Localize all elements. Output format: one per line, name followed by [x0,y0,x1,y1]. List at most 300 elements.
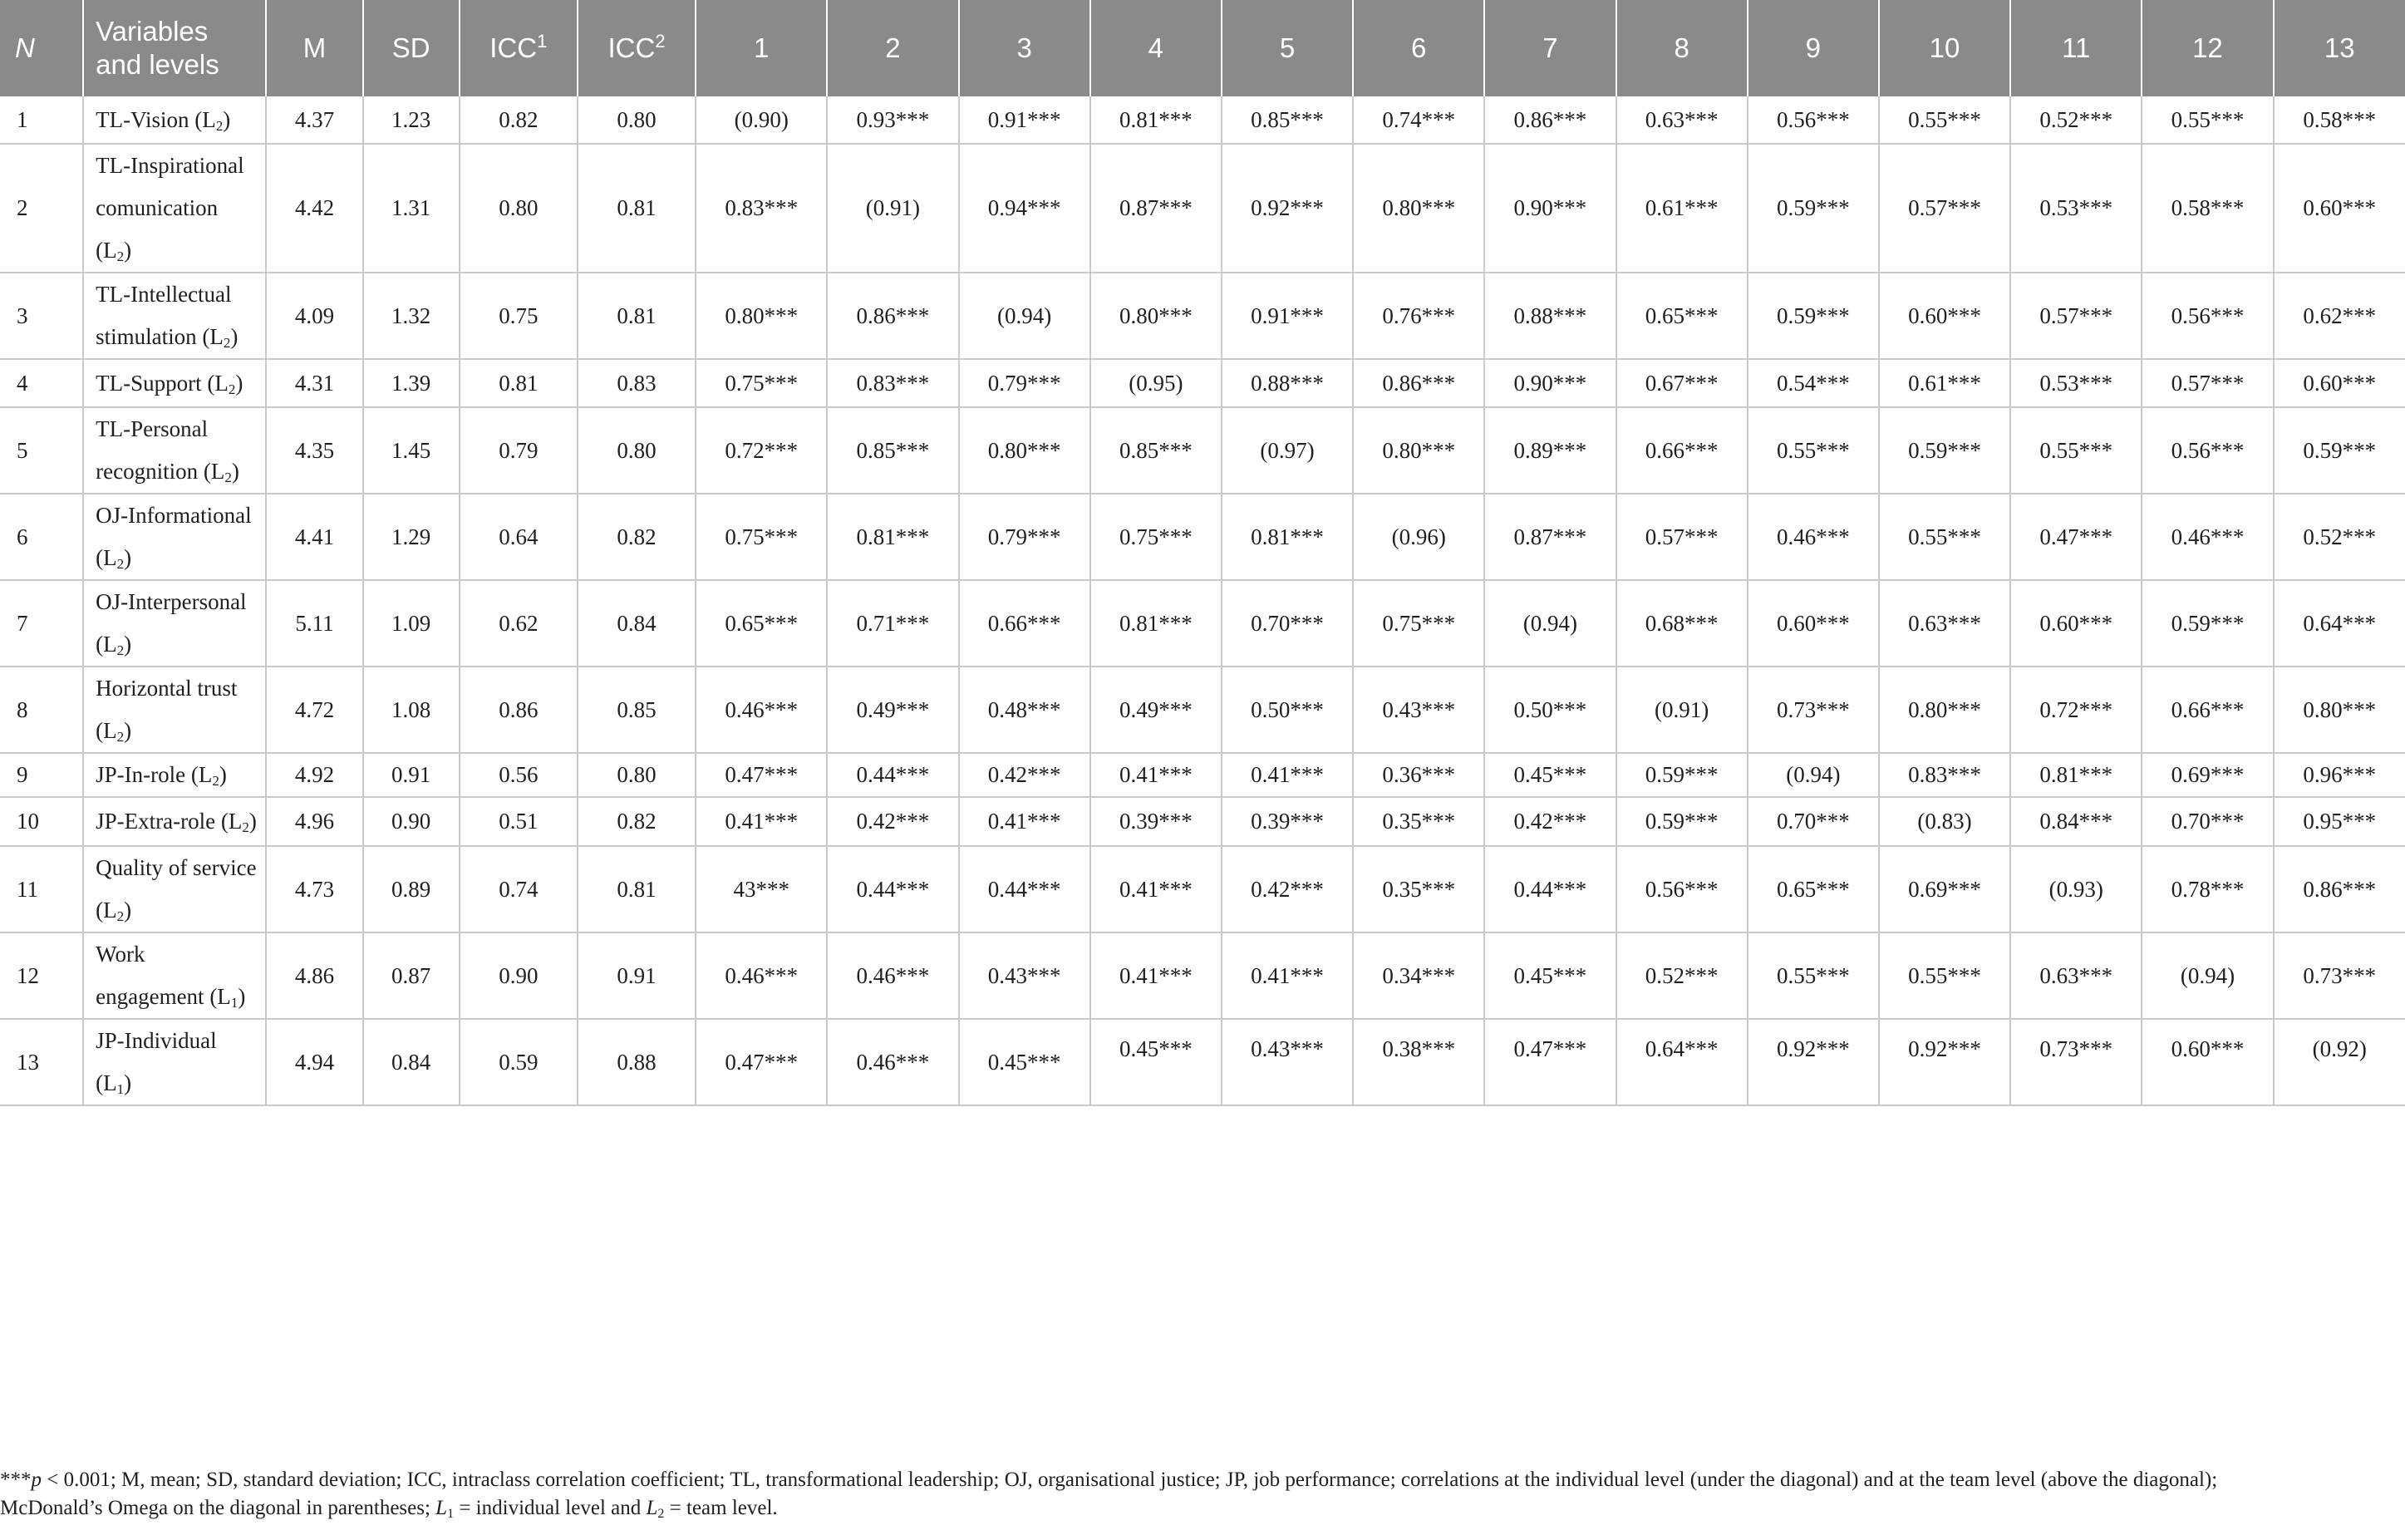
correlation-cell: 0.47*** [1484,1019,1616,1105]
correlation-cell: 0.83*** [696,144,827,273]
correlation-cell: 0.78*** [2142,846,2273,932]
header-variables: Variables and levels [83,0,266,96]
level-subscript: 2 [116,908,125,924]
correlation-cell: 0.81*** [1090,96,1222,144]
correlation-cell: 0.41*** [1222,753,1353,797]
correlation-cell: 0.42*** [1484,797,1616,846]
correlation-cell: 0.55*** [1748,407,1879,494]
correlation-cell: 0.55*** [2142,96,2273,144]
correlation-cell: 0.42*** [959,753,1090,797]
correlation-cell: 0.70*** [1222,580,1353,667]
correlation-cell: 0.95*** [2274,797,2405,846]
correlation-cell: 0.72*** [696,407,827,494]
row-number-cell: 4 [0,359,83,407]
correlation-cell: 0.57*** [2010,273,2142,359]
correlation-cell: 43*** [696,846,827,932]
table-row [0,932,2405,1019]
correlation-cell: 0.46*** [827,932,958,1019]
variable-name-cell [83,846,266,932]
table-row [0,273,2405,359]
header-col-3: 3 [959,0,1090,96]
correlation-cell: 0.63*** [1616,96,1748,144]
row-number-cell: 5 [0,407,83,494]
icc1-cell: 0.86 [460,667,578,753]
correlation-cell: 0.85*** [1090,407,1222,494]
header-col-11: 11 [2010,0,2142,96]
correlation-cell: 0.59*** [1616,797,1748,846]
icc1-cell: 0.56 [460,753,578,797]
variable-name-cell [83,494,266,580]
level-subscript: 2 [116,642,125,658]
correlation-cell: 0.87*** [1484,494,1616,580]
correlation-cell: 0.61*** [1616,144,1748,273]
correlation-cell: 0.91*** [1222,273,1353,359]
icc1-cell: 0.90 [460,932,578,1019]
mean-cell: 4.35 [266,407,362,494]
variable-name-cell [83,1019,266,1105]
table-row [0,580,2405,667]
correlation-cell: (0.96) [1353,494,1484,580]
table-row [0,797,2405,846]
table-row [0,96,2405,144]
variable-label: Quality of service (L [96,855,257,923]
variable-label: TL-Inspirational comunication (L [96,153,244,263]
header-icc2: ICC$^2$ [578,0,696,96]
variable-label-close: ) [235,370,243,396]
correlation-cell: 0.80*** [1353,407,1484,494]
correlation-cell: 0.59*** [1616,753,1748,797]
icc2-cell: 0.81 [578,273,696,359]
variable-label: Work engagement (L [96,942,231,1009]
correlation-cell: 0.39*** [1222,797,1353,846]
correlation-cell: 0.47*** [696,1019,827,1105]
correlation-cell: 0.86*** [1484,96,1616,144]
level-subscript: 2 [116,556,125,572]
correlation-cell: 0.44*** [1484,846,1616,932]
correlation-cell: 0.80*** [1353,144,1484,273]
correlation-cell: 0.59*** [1748,144,1879,273]
correlation-cell: 0.83*** [827,359,958,407]
correlation-cell: 0.43*** [1353,667,1484,753]
correlation-cell: 0.44*** [827,846,958,932]
correlation-cell: (0.94) [1748,753,1879,797]
level-subscript: 1 [230,995,239,1011]
icc2-cell: 0.82 [578,797,696,846]
correlation-cell: 0.47*** [696,753,827,797]
correlation-cell: 0.53*** [2010,144,2142,273]
correlation-cell: 0.45*** [1484,753,1616,797]
mean-cell: 4.37 [266,96,362,144]
sd-cell: 1.39 [363,359,460,407]
correlation-cell: 0.70*** [2142,797,2273,846]
variable-name-cell [83,407,266,494]
header-col-5: 5 [1222,0,1353,96]
variable-label: TL-Support (L [96,370,229,396]
icc1-cell: 0.79 [460,407,578,494]
correlation-cell: 0.72*** [2010,667,2142,753]
footnote-line-1: ***p < 0.001; M, mean; SD, standard deviation; ICC, intraclass correlation coefficient; TL, transformational leadership; OJ, organisational justice; JP, job performance; correlations at the individual level (under the diagonal) and at the team level (above the diagonal); [0,1469,2218,1491]
variable-label-close: ) [248,809,257,834]
correlation-cell: 0.55*** [1748,932,1879,1019]
correlation-cell: 0.64*** [1616,1019,1748,1105]
correlation-cell: 0.74*** [1353,96,1484,144]
correlation-cell: 0.65*** [696,580,827,667]
level-subscript: 2 [223,335,231,351]
correlation-cell: 0.85*** [1222,96,1353,144]
correlation-cell: 0.81*** [827,494,958,580]
table-row [0,667,2405,753]
correlation-cell: (0.91) [1616,667,1748,753]
correlation-cell: 0.75*** [696,494,827,580]
correlation-cell: 0.90*** [1484,144,1616,273]
table-row [0,1019,2405,1105]
correlation-cell: 0.93*** [827,96,958,144]
correlation-cell: (0.91) [827,144,958,273]
correlation-cell: 0.38*** [1353,1019,1484,1105]
correlation-cell: 0.49*** [1090,667,1222,753]
correlation-cell: 0.88*** [1484,273,1616,359]
correlation-cell: (0.94) [2142,932,2273,1019]
correlation-cell: 0.41*** [1090,753,1222,797]
correlation-cell: 0.65*** [1616,273,1748,359]
correlation-cell: 0.35*** [1353,797,1484,846]
correlation-cell: 0.46*** [696,667,827,753]
correlation-cell: 0.80*** [1879,667,2010,753]
correlation-cell: 0.56*** [2142,273,2273,359]
variable-name-cell [83,273,266,359]
header-col-8: 8 [1616,0,1748,96]
correlation-cell: 0.66*** [959,580,1090,667]
correlation-cell: 0.65*** [1748,846,1879,932]
correlation-cell: 0.67*** [1616,359,1748,407]
mean-cell: 4.31 [266,359,362,407]
sd-cell: 1.32 [363,273,460,359]
correlation-cell: (0.92) [2274,1019,2405,1105]
icc1-cell: 0.59 [460,1019,578,1105]
correlation-cell: 0.50*** [1484,667,1616,753]
correlation-cell: 0.63*** [1879,580,2010,667]
correlation-cell: (0.95) [1090,359,1222,407]
row-number-cell: 10 [0,797,83,846]
correlation-cell: 0.86*** [2274,846,2405,932]
mean-cell: 4.09 [266,273,362,359]
correlation-cell: 0.55*** [1879,494,2010,580]
sd-cell: 0.90 [363,797,460,846]
variable-label: TL-Intellectual stimulation (L [96,282,232,349]
level-subscript: 2 [116,248,125,264]
sd-cell: 0.91 [363,753,460,797]
correlation-cell: 0.48*** [959,667,1090,753]
icc2-cell: 0.80 [578,753,696,797]
sd-cell: 1.09 [363,580,460,667]
table-row [0,407,2405,494]
correlation-cell: 0.86*** [827,273,958,359]
correlation-cell: 0.39*** [1090,797,1222,846]
table-row [0,359,2405,407]
table-row [0,846,2405,932]
variable-label-close: ) [124,632,132,657]
variable-name-cell [83,144,266,273]
correlation-cell: 0.52*** [2274,494,2405,580]
correlation-cell: 0.60*** [2274,359,2405,407]
correlation-cell: 0.55*** [1879,932,2010,1019]
header-col-6: 6 [1353,0,1484,96]
correlation-cell: 0.36*** [1353,753,1484,797]
correlation-cell: 0.42*** [827,797,958,846]
correlation-cell: 0.62*** [2274,273,2405,359]
correlation-cell: 0.41*** [959,797,1090,846]
mean-cell: 4.86 [266,932,362,1019]
variable-label-close: ) [124,545,132,570]
table-body [0,96,2405,1105]
correlation-cell: 0.57*** [1616,494,1748,580]
variable-label: JP-Individual (L [96,1028,217,1095]
sd-cell: 1.45 [363,407,460,494]
correlation-cell: 0.41*** [696,797,827,846]
correlation-cell: 0.52*** [1616,932,1748,1019]
icc2-cell: 0.82 [578,494,696,580]
correlation-cell: 0.59*** [2142,580,2273,667]
correlation-cell: 0.53*** [2010,359,2142,407]
correlation-cell: 0.47*** [2010,494,2142,580]
correlation-cell: 0.96*** [2274,753,2405,797]
correlation-cell: 0.75*** [1090,494,1222,580]
level-subscript: 2 [228,381,236,397]
level-subscript: 2 [212,773,219,789]
correlation-cell: 0.61*** [1879,359,2010,407]
correlation-cell: 0.55*** [1879,96,2010,144]
correlation-cell: (0.93) [2010,846,2142,932]
row-number-cell: 11 [0,846,83,932]
level-subscript: 2 [215,117,224,134]
row-number-cell: 2 [0,144,83,273]
level-subscript: 2 [224,470,232,485]
correlation-cell: 0.49*** [827,667,958,753]
correlation-cell: 0.45*** [1090,1019,1222,1105]
level-subscript: 2 [116,729,125,745]
sd-cell: 0.84 [363,1019,460,1105]
table-header-row [0,0,2405,96]
correlation-cell: 0.41*** [1090,932,1222,1019]
correlation-cell: 0.66*** [1616,407,1748,494]
correlation-cell: 0.80*** [1090,273,1222,359]
correlation-cell: 0.41*** [1222,932,1353,1019]
correlation-cell: 0.70*** [1748,797,1879,846]
table-row [0,753,2405,797]
correlation-cell: 0.60*** [2274,144,2405,273]
correlation-cell: (0.90) [696,96,827,144]
variable-label-close: ) [124,898,132,923]
correlation-cell: 0.69*** [2142,753,2273,797]
correlation-cell: 0.46*** [2142,494,2273,580]
correlation-cell: 0.58*** [2274,96,2405,144]
variable-name-cell [83,797,266,846]
correlation-cell: (0.83) [1879,797,2010,846]
variable-label-close: ) [223,106,231,132]
correlation-cell: 0.45*** [1484,932,1616,1019]
mean-cell: 4.94 [266,1019,362,1105]
correlation-cell: 0.56*** [1748,96,1879,144]
correlation-cell: 0.79*** [959,494,1090,580]
row-number-cell: 6 [0,494,83,580]
correlation-cell: 0.69*** [1879,846,2010,932]
variable-name-cell [83,580,266,667]
correlation-cell: 0.91*** [959,96,1090,144]
correlation-cell: 0.68*** [1616,580,1748,667]
correlation-cell: (0.94) [1484,580,1616,667]
icc2-cell: 0.91 [578,932,696,1019]
correlation-cell: 0.44*** [827,753,958,797]
header-col-2: 2 [827,0,958,96]
correlation-cell: 0.42*** [1222,846,1353,932]
mean-cell: 5.11 [266,580,362,667]
variable-name-cell [83,753,266,797]
header-n: N [0,0,83,96]
correlation-cell: 0.79*** [959,359,1090,407]
correlation-cell: 0.63*** [2010,932,2142,1019]
sd-cell: 1.31 [363,144,460,273]
header-col-7: 7 [1484,0,1616,96]
correlation-cell: 0.56*** [2142,407,2273,494]
correlation-cell: 0.59*** [2274,407,2405,494]
variable-label-close: ) [230,324,239,349]
level-subscript: 1 [116,1081,125,1097]
correlation-cell: 0.92*** [1879,1019,2010,1105]
icc2-cell: 0.81 [578,846,696,932]
correlation-cell: 0.86*** [1353,359,1484,407]
variable-label-close: ) [124,718,132,743]
correlation-cell: 0.75*** [1353,580,1484,667]
sd-cell: 0.87 [363,932,460,1019]
header-col-4: 4 [1090,0,1222,96]
correlation-cell: 0.90*** [1484,359,1616,407]
variable-name-cell [83,359,266,407]
sd-cell: 0.89 [363,846,460,932]
row-number-cell: 3 [0,273,83,359]
correlation-cell: 0.83*** [1879,753,2010,797]
icc2-cell: 0.88 [578,1019,696,1105]
correlation-cell: 0.57*** [2142,359,2273,407]
icc2-cell: 0.83 [578,359,696,407]
correlation-cell: 0.73*** [2010,1019,2142,1105]
correlation-cell: 0.60*** [2010,580,2142,667]
icc1-cell: 0.62 [460,580,578,667]
correlation-cell: 0.58*** [2142,144,2273,273]
correlation-cell: 0.55*** [2010,407,2142,494]
correlation-cell: 0.92*** [1748,1019,1879,1105]
correlation-cell: 0.88*** [1222,359,1353,407]
variable-name-cell [83,932,266,1019]
correlation-cell: 0.89*** [1484,407,1616,494]
icc1-cell: 0.81 [460,359,578,407]
variable-label: TL-Personal recognition (L [96,416,225,484]
icc1-cell: 0.82 [460,96,578,144]
correlation-cell: 0.60*** [1879,273,2010,359]
correlation-cell: 0.44*** [959,846,1090,932]
variable-label-close: ) [124,1070,132,1095]
correlation-cell: 0.46*** [827,1019,958,1105]
correlation-cell: 0.92*** [1222,144,1353,273]
mean-cell: 4.42 [266,144,362,273]
correlation-cell: 0.43*** [959,932,1090,1019]
icc2-cell: 0.80 [578,407,696,494]
correlation-cell: (0.97) [1222,407,1353,494]
header-sd: SD [363,0,460,96]
row-number-cell: 9 [0,753,83,797]
icc2-cell: 0.81 [578,144,696,273]
correlation-cell: 0.64*** [2274,580,2405,667]
row-number-cell: 13 [0,1019,83,1105]
level-subscript: 2 [242,819,249,835]
icc2-cell: 0.80 [578,96,696,144]
correlation-cell: 0.81*** [2010,753,2142,797]
icc1-cell: 0.74 [460,846,578,932]
icc1-cell: 0.64 [460,494,578,580]
correlation-cell: 0.60*** [1748,580,1879,667]
correlation-cell: 0.35*** [1353,846,1484,932]
correlation-cell: 0.57*** [1879,144,2010,273]
icc1-cell: 0.80 [460,144,578,273]
variable-label: JP-In-role (L [96,762,213,787]
correlation-cell: 0.60*** [2142,1019,2273,1105]
correlation-cell: (0.94) [959,273,1090,359]
header-col-1: 1 [696,0,827,96]
correlation-cell: 0.85*** [827,407,958,494]
icc2-cell: 0.84 [578,580,696,667]
variable-label-close: ) [238,984,246,1009]
row-number-cell: 8 [0,667,83,753]
header-mean: M [266,0,362,96]
sd-cell: 1.08 [363,667,460,753]
correlation-cell: 0.81*** [1222,494,1353,580]
row-number-cell: 1 [0,96,83,144]
variable-name-cell [83,96,266,144]
correlation-cell: 0.73*** [2274,932,2405,1019]
header-icc1: ICC$^1$ [460,0,578,96]
variable-label: JP-Extra-role (L [96,809,243,834]
variable-label: Horizontal trust (L [96,676,238,743]
correlation-cell: 0.43*** [1222,1019,1353,1105]
table-row [0,494,2405,580]
header-col-10: 10 [1879,0,2010,96]
correlation-cell: 0.54*** [1748,359,1879,407]
correlation-cell: 0.80*** [2274,667,2405,753]
icc1-cell: 0.75 [460,273,578,359]
correlation-cell: 0.75*** [696,359,827,407]
variable-label: OJ-Interpersonal (L [96,589,247,657]
correlation-cell: 0.45*** [959,1019,1090,1105]
footnote-line-2: McDonald’s Omega on the diagonal in parentheses; $L_1$ = individual level and $L_2$ = team level. [0,1497,778,1521]
header-col-12: 12 [2142,0,2273,96]
sd-cell: 1.29 [363,494,460,580]
row-number-cell: 12 [0,932,83,1019]
sd-cell: 1.23 [363,96,460,144]
correlation-cell: 0.34*** [1353,932,1484,1019]
header-col-13: 13 [2274,0,2405,96]
correlation-cell: 0.66*** [2142,667,2273,753]
mean-cell: 4.96 [266,797,362,846]
correlation-cell: 0.59*** [1748,273,1879,359]
variable-label-close: ) [231,459,239,484]
row-number-cell: 7 [0,580,83,667]
correlation-cell: 0.81*** [1090,580,1222,667]
correlation-cell: 0.73*** [1748,667,1879,753]
correlation-cell: 0.87*** [1090,144,1222,273]
variable-label: TL-Vision (L [96,106,216,132]
variable-name-cell [83,667,266,753]
mean-cell: 4.41 [266,494,362,580]
variable-label-close: ) [219,762,227,787]
